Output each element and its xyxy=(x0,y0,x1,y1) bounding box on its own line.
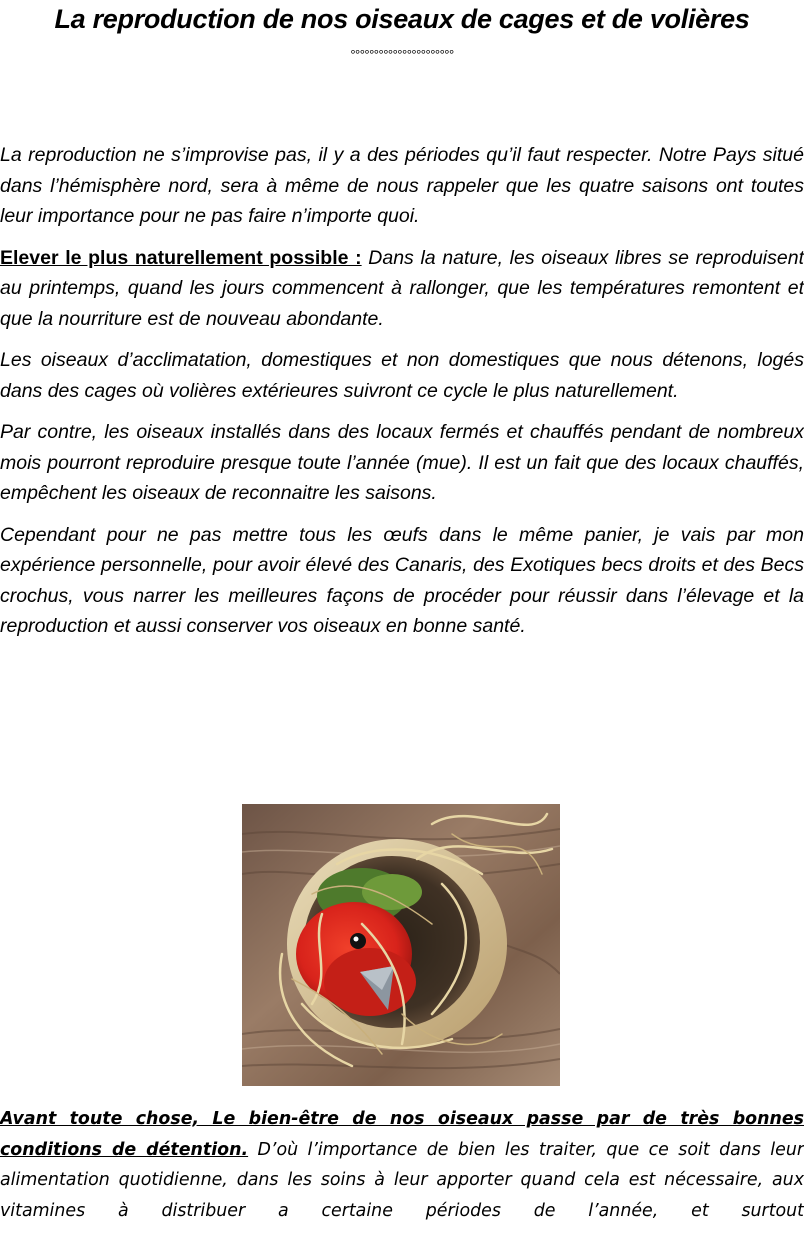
title-separator: °°°°°°°°°°°°°°°°°°°°°° xyxy=(350,47,454,62)
paragraph-experience xyxy=(0,520,804,642)
bird-nest-photo xyxy=(242,804,560,1086)
paragraph-text: La reproduction ne s’improvise pas, il y a des périodes qu’il faut respecter. Notre Pays situé dans l’hémisphère nord, sera à même de nous rappeler que les quatre saisons ont toutes leur importance pour ne pas faire n’importe quoi. xyxy=(0,144,804,227)
paragraph-text: Les oiseaux d’acclimatation, domestiques et non domestiques que nous détenons, logés dans des cages où volières extérieures suivront ce cycle le plus naturellement. xyxy=(0,349,804,402)
paragraph-natural-breeding xyxy=(0,243,804,335)
paragraph-heated-rooms xyxy=(0,417,804,509)
closing-text: D’où l’importance de bien les traiter, que ce soit dans leur alimentation quotidienne, dans les soins à leur apporter quand cela est nécessaire, aux vitamines à distribuer a certaine périodes de l’année, et surtout xyxy=(0,1139,804,1221)
paragraph-text: Cependant pour ne pas mettre tous les œufs dans le même panier, je vais par mon expérience personnelle, pour avoir élevé des Canaris, des Exotiques becs droits et des Becs crochus, vous narrer les meilleures façons de procéder pour réussir dans l’élevage et la reproduction et aussi conserver vos oiseaux en bonne santé. xyxy=(0,523,804,637)
paragraph-text: Par contre, les oiseaux installés dans des locaux fermés et chauffés pendant de nombreux mois pourront reproduire presque toute l’année (mue). Il est un fait que des locaux chauffés, empêchent les oiseaux de reconnaitre les saisons. xyxy=(0,421,804,504)
closing-heading: Avant toute chose, Le bien-être de nos oiseaux passe par de très bonnes conditions de détention. xyxy=(0,1109,804,1160)
paragraph-acclimatized-birds xyxy=(0,345,804,406)
paragraph-intro xyxy=(0,140,804,232)
closing-paragraph xyxy=(0,1104,804,1226)
page-title: La reproduction de nos oiseaux de cages et de volières xyxy=(54,4,750,34)
bird-in-nest-image xyxy=(242,804,560,1086)
paragraph-heading: Elever le plus naturellement possible : xyxy=(0,246,362,269)
paragraph-text: Dans la nature, les oiseaux libres se reproduisent au printemps, quand les jours commencent à rallonger, que les températures remontent et que la nourriture est de nouveau abondante. xyxy=(0,246,804,330)
document-body xyxy=(0,140,804,653)
